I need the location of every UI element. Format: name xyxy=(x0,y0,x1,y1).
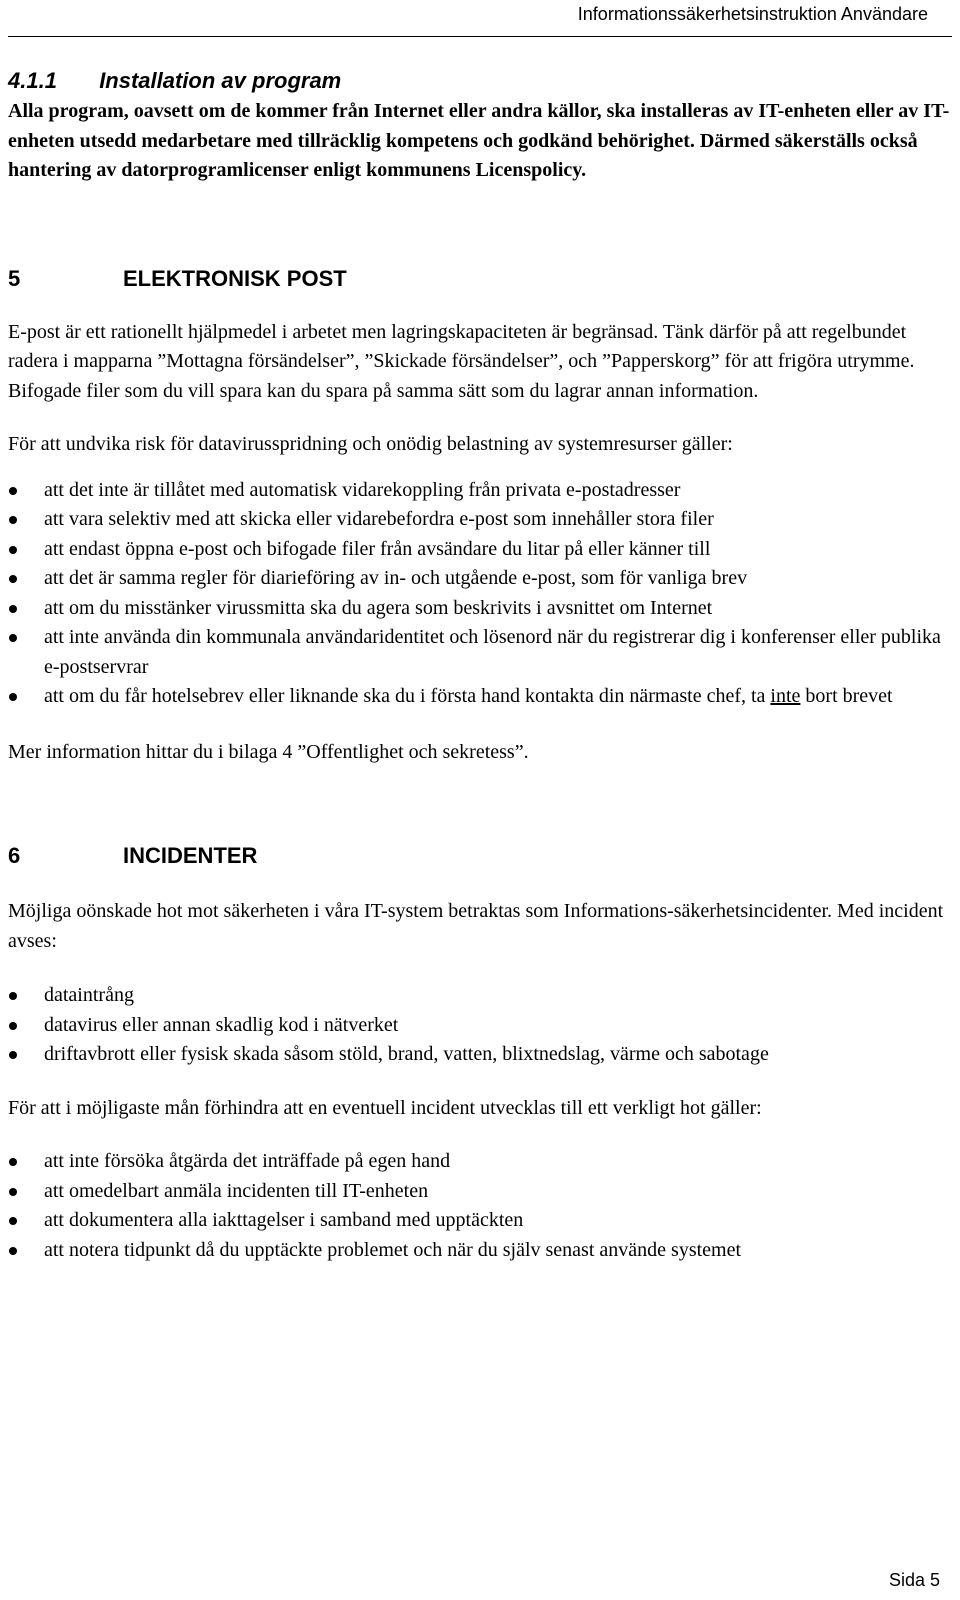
section-5-number: 5 xyxy=(8,265,21,291)
email-paragraph: E-post är ett rationellt hjälpmedel i arbetet men lagringskapaciteten är begränsad. Tänk därför på att regelbundet radera i mapparna ”Mottagna försändelser”, ”Skickade försändelser”, och ”Papperskorg” för att frigöra utrymme. Bifogade filer som du vill spara kan du spara på samma sätt som du lagrar annan information. xyxy=(8,320,915,402)
list-item: att inte använda din kommunala användaridentitet och lösenord när du registrerar dig i konferenser eller publika e-postservrar xyxy=(8,623,952,682)
section-4-1-1-number: 4.1.1 xyxy=(8,68,57,93)
incident-prevention-intro: För att i möjligaste mån förhindra att en eventuell incident utvecklas till ett verkligt hot gäller: xyxy=(8,1096,762,1119)
email-rules-list xyxy=(8,476,952,712)
list-item-text: att om du får hotelsebrev eller liknande ska du i första hand kontakta din närmaste chef, ta xyxy=(44,685,771,707)
section-4-1-1-heading xyxy=(8,66,952,96)
list-item: datavirus eller annan skadlig kod i nätverket xyxy=(8,1011,952,1041)
page-number: Sida 5 xyxy=(888,1570,940,1590)
virus-rules-intro: För att undvika risk för datavirusspridning och onödig belastning av systemresurser gäller: xyxy=(8,433,733,455)
document-title: Informationssäkerhetsinstruktion Användare xyxy=(577,4,928,24)
incident-types-list xyxy=(8,981,952,1070)
section-5-heading xyxy=(8,264,952,294)
section-6-title: INCIDENTER xyxy=(123,843,258,868)
document-body xyxy=(8,66,952,1265)
more-info-paragraph: Mer information hittar du i bilaga 4 ”Offentlighet och sekretess”. xyxy=(8,740,529,763)
incident-actions-list xyxy=(8,1147,952,1265)
section-4-1-1-title: Installation av program xyxy=(99,68,342,93)
list-item-text: bort brevet xyxy=(800,685,893,707)
list-item: dataintrång xyxy=(8,981,952,1011)
list-item: att det inte är tillåtet med automatisk vidarekoppling från privata e-postadresser xyxy=(8,476,952,506)
list-item: att inte försöka åtgärda det inträffade på egen hand xyxy=(8,1147,952,1177)
section-4-1-1-text: Alla program, oavsett om de kommer från Internet eller andra källor, ska installeras av IT-enheten eller av IT-enheten utsedd medarbetare med tillräcklig kompetens och godkänd behörighet. Därmed säkerställs också hantering av datorprogramlicenser enligt kommunens Licenspolicy. xyxy=(8,100,950,181)
incident-definition-paragraph: Möjliga oönskade hot mot säkerheten i våra IT-system betraktas som Informations-säkerhetsincidenter. Med incident avses: xyxy=(8,900,944,952)
list-item: att notera tidpunkt då du upptäckte problemet och när du själv senast använde systemet xyxy=(8,1236,952,1266)
list-item xyxy=(8,682,952,712)
section-5-title: ELEKTRONISK POST xyxy=(123,265,347,291)
header-divider xyxy=(8,36,952,37)
list-item: att dokumentera alla iakttagelser i samband med upptäckten xyxy=(8,1206,952,1236)
list-item: att det är samma regler för diarieföring av in- och utgående e-post, som för vanliga brev xyxy=(8,564,952,594)
underlined-word: inte xyxy=(770,685,801,707)
list-item: driftavbrott eller fysisk skada såsom stöld, brand, vatten, blixtnedslag, värme och sabotage xyxy=(8,1040,952,1070)
list-item: att vara selektiv med att skicka eller vidarebefordra e-post som innehåller stora filer xyxy=(8,505,952,535)
list-item: att endast öppna e-post och bifogade filer från avsändare du litar på eller känner till xyxy=(8,535,952,565)
section-6-number: 6 xyxy=(8,843,21,868)
page-header xyxy=(0,0,960,40)
list-item: att omedelbart anmäla incidenten till IT-enheten xyxy=(8,1177,952,1207)
list-item: att om du misstänker virussmitta ska du agera som beskrivits i avsnittet om Internet xyxy=(8,594,952,624)
section-6-heading xyxy=(8,841,952,871)
